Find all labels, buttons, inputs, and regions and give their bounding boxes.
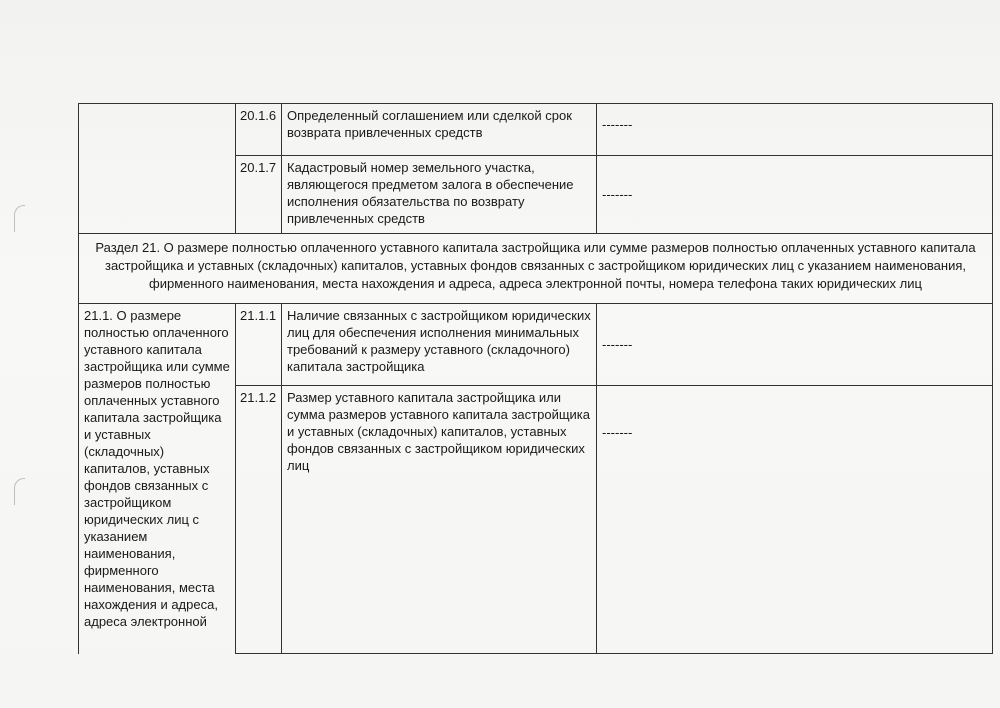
row-number: 20.1.7 (236, 156, 282, 234)
section-20-label-cell (79, 104, 236, 234)
subsection-21-1-label: 21.1. О размере полностью оплаченного уставного капитала застройщика или сумме размеров полностью оплаченных уставного капитала застройщика и уставных (складочных) капиталов, уставных фондов связанных с застройщиком юридических лиц с указанием наименования, фирменного наименования, места нахождения и адреса, адреса электронной (79, 304, 236, 654)
row-value: ------- (597, 304, 993, 386)
section-21-header: Раздел 21. О размере полностью оплаченного уставного капитала застройщика или сумме размеров полностью оплаченных уставного капитала застройщика и уставных (складочных) капиталов, уставных фондов связанных с застройщиком юридических лиц с указанием наименования, фирменного наименования, места нахождения и адреса, адреса электронной почты, номера телефона таких юридических лиц (79, 234, 993, 304)
row-value: ------- (597, 386, 993, 654)
row-number: 20.1.6 (236, 104, 282, 156)
table-row (79, 104, 993, 156)
row-value: ------- (597, 104, 993, 156)
row-value: ------- (597, 156, 993, 234)
section-header-row (79, 234, 993, 304)
table-row (79, 304, 993, 386)
disclosure-table (78, 103, 993, 654)
row-number: 21.1.2 (236, 386, 282, 654)
row-description: Наличие связанных с застройщиком юридических лиц для обеспечения исполнения минимальных требований к размеру уставного (складочного) капитала застройщика (282, 304, 597, 386)
row-description: Кадастровый номер земельного участка, являющегося предметом залога в обеспечение исполнения обязательства по возврату привлеченных средств (282, 156, 597, 234)
row-number: 21.1.1 (236, 304, 282, 386)
hole-punch-mark (14, 478, 25, 505)
row-description: Размер уставного капитала застройщика или сумма размеров уставного капитала застройщика и уставных (складочных) капиталов, уставных фондов связанных с застройщиком юридических лиц (282, 386, 597, 654)
hole-punch-mark (14, 205, 25, 232)
row-description: Определенный соглашением или сделкой срок возврата привлеченных средств (282, 104, 597, 156)
